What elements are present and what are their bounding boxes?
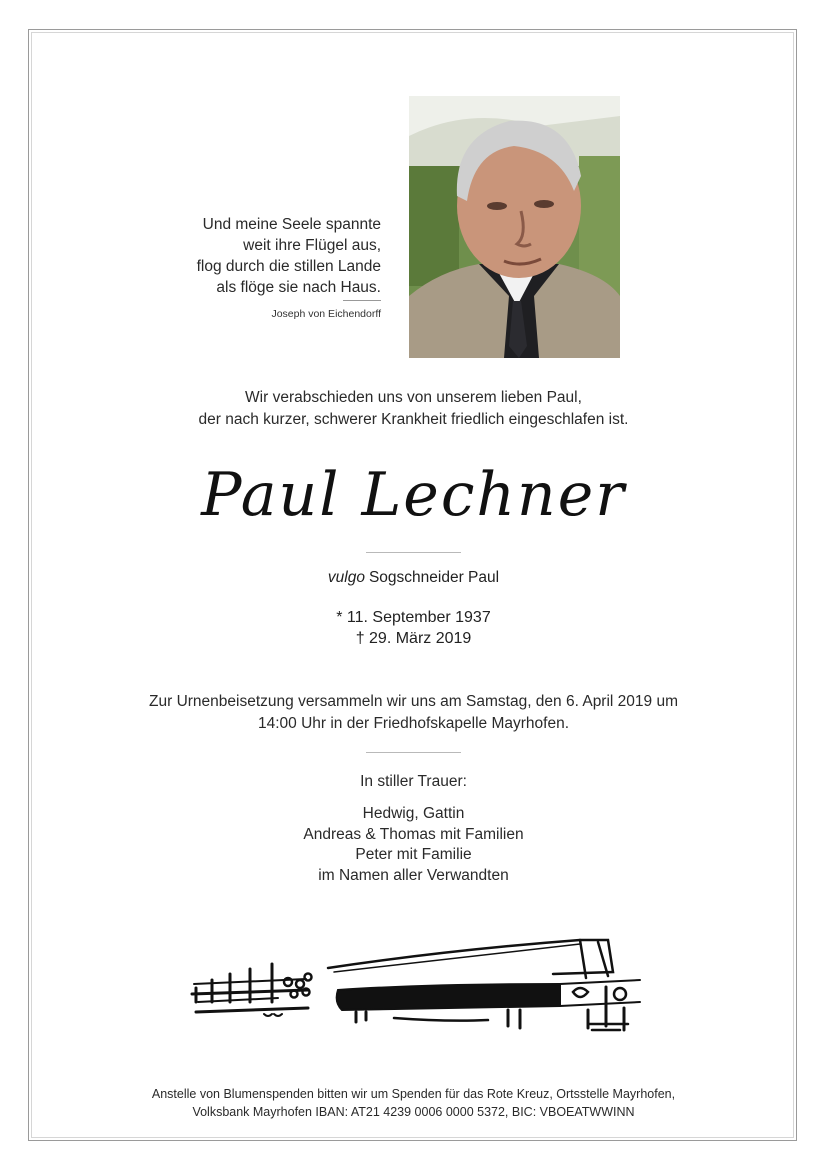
quote-line: flog durch die stillen Lande <box>196 258 381 275</box>
footer-donation-note <box>90 1085 737 1121</box>
quote-divider <box>343 300 381 301</box>
quote-line: weit ihre Flügel aus, <box>243 237 381 254</box>
footer-line: Anstelle von Blumenspenden bitten wir um Spenden für das Rote Kreuz, Ortsstelle Mayrhofen, <box>151 1087 676 1101</box>
death-date: † 29. März 2019 <box>355 630 472 647</box>
intro-line: Wir verabschieden uns von unserem lieben Paul, <box>245 389 582 406</box>
mourner-item: Hedwig, Gattin <box>362 805 465 822</box>
portrait-photo-icon <box>409 96 620 358</box>
burial-line: Zur Urnenbeisetzung versammeln wir uns am Samstag, den 6. April 2019 um <box>149 693 678 710</box>
life-dates <box>200 607 627 649</box>
poem-quote <box>150 214 381 298</box>
mourner-item: Andreas & Thomas mit Familien <box>303 825 524 843</box>
sawmill-drawing-icon <box>188 932 643 1036</box>
deceased-name-text: Paul Lechner <box>201 460 626 530</box>
mourning-title: In stiller Trauer: <box>360 773 467 790</box>
divider-line <box>366 752 461 753</box>
mourners-list <box>200 804 627 886</box>
footer-line: Volksbank Mayrhofen IBAN: AT21 4239 0006 0000 5372, BIC: VBOEATWWINN <box>192 1105 635 1119</box>
intro-text <box>100 387 727 431</box>
mourner-item: Peter mit Familie <box>355 846 472 863</box>
mourner-item: im Namen aller Verwandten <box>318 866 509 884</box>
nickname <box>200 569 627 587</box>
portrait-photo <box>409 96 620 358</box>
quote-author: Joseph von Eichendorff <box>271 308 381 320</box>
birth-date: * 11. September 1937 <box>336 609 491 626</box>
deceased-name <box>160 448 667 543</box>
divider-line <box>366 552 461 553</box>
burial-line: 14:00 Uhr in der Friedhofskapelle Mayrhofen. <box>257 715 570 732</box>
intro-line: der nach kurzer, schwerer Krankheit friedlich eingeschlafen ist. <box>198 411 629 428</box>
burial-info <box>110 691 717 735</box>
quote-line: Und meine Seele spannte <box>202 216 381 233</box>
vulgo-word: vulgo <box>327 569 365 586</box>
quote-line: als flöge sie nach Haus. <box>216 279 381 296</box>
nickname-text: Sogschneider Paul <box>368 569 500 586</box>
